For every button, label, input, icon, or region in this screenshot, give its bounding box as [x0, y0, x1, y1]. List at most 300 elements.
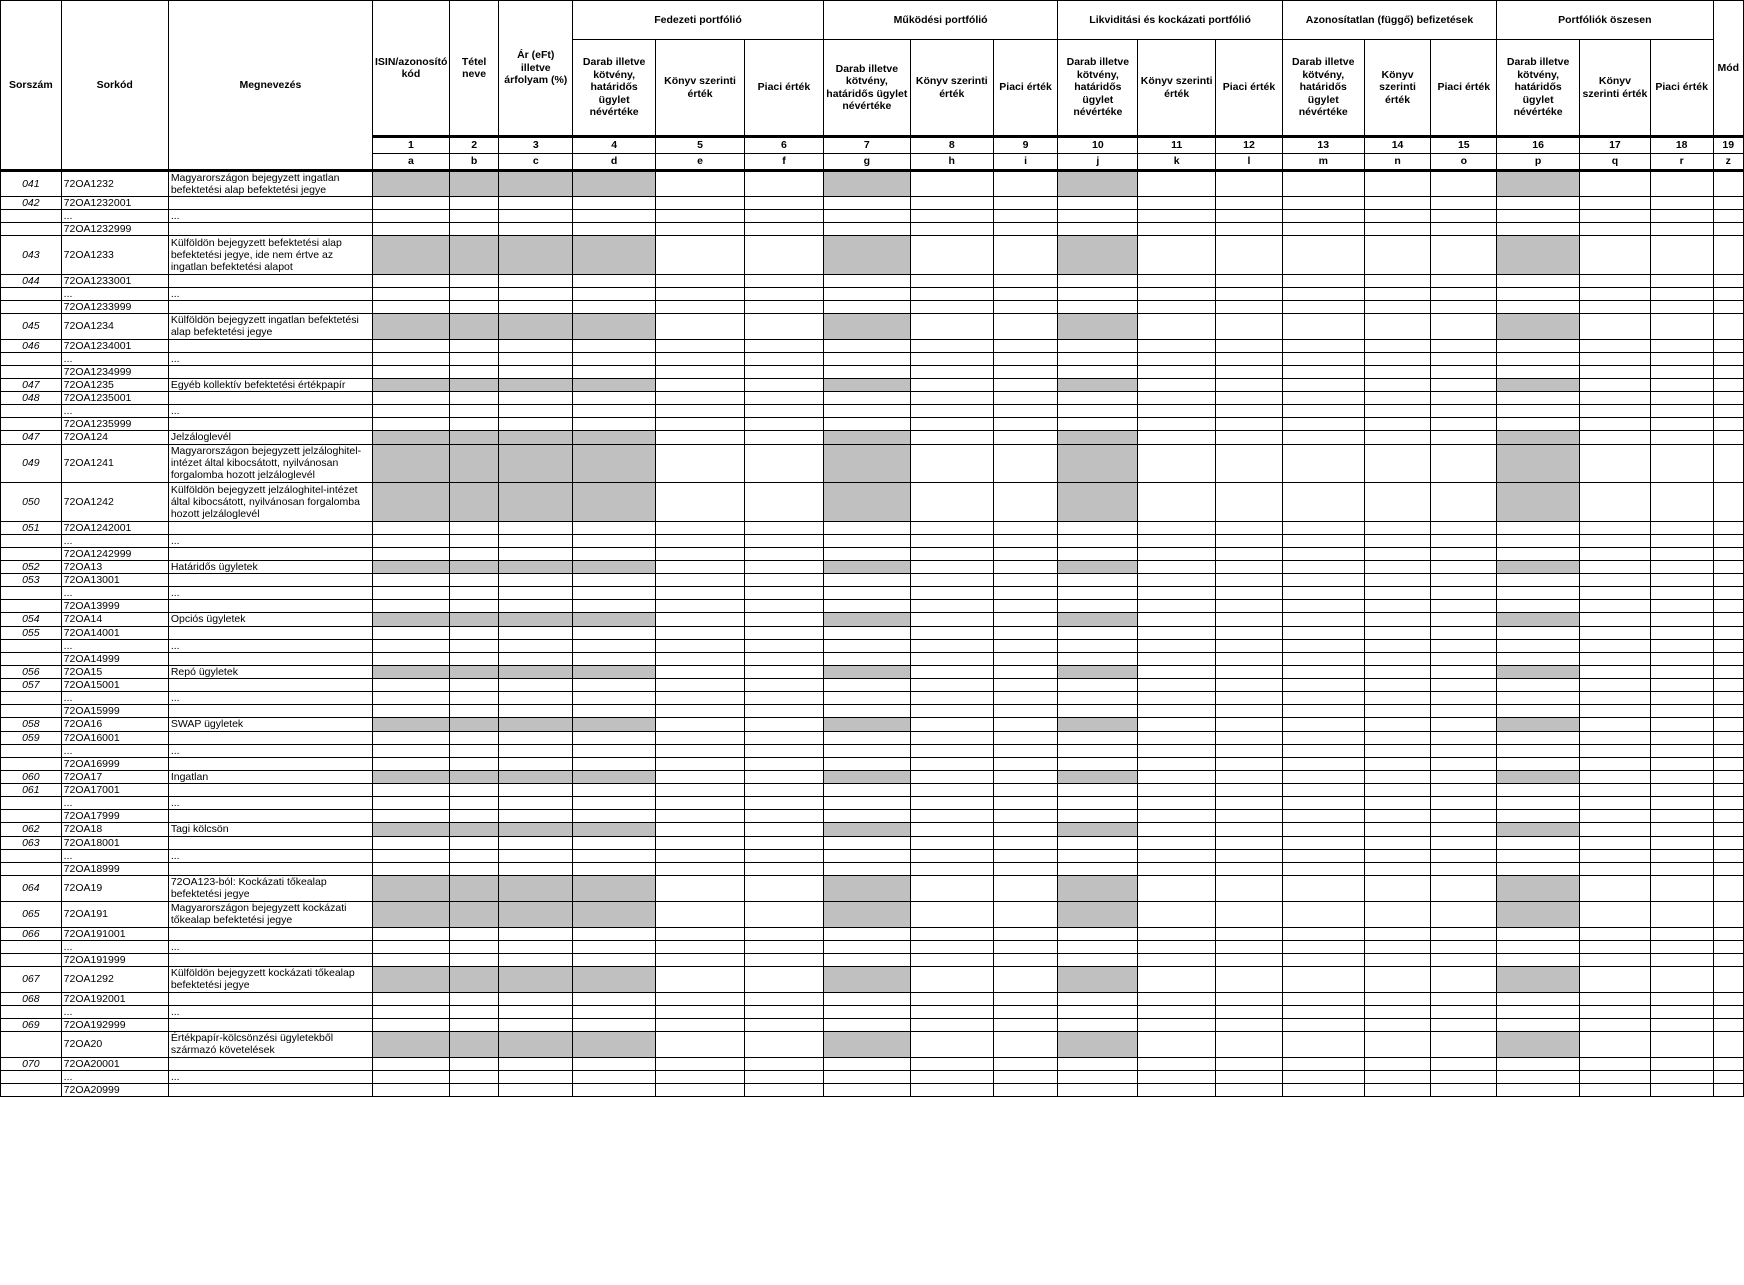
value-cell[interactable]	[1497, 665, 1580, 679]
value-cell[interactable]	[823, 692, 910, 705]
value-cell[interactable]	[656, 953, 745, 966]
value-cell[interactable]	[1650, 339, 1713, 352]
value-cell[interactable]	[1138, 862, 1216, 875]
value-cell[interactable]	[1580, 365, 1651, 378]
value-cell[interactable]	[1497, 744, 1580, 757]
value-cell[interactable]	[823, 1070, 910, 1083]
value-cell[interactable]	[1138, 757, 1216, 770]
value-cell[interactable]	[1497, 639, 1580, 652]
value-cell[interactable]	[1282, 862, 1364, 875]
value-cell[interactable]	[656, 574, 745, 587]
value-cell[interactable]	[823, 300, 910, 313]
value-cell[interactable]	[373, 639, 450, 652]
value-cell[interactable]	[1650, 210, 1713, 223]
value-cell[interactable]	[373, 574, 450, 587]
value-cell[interactable]	[1282, 927, 1364, 940]
value-cell[interactable]	[373, 1018, 450, 1031]
value-cell[interactable]	[1650, 600, 1713, 613]
value-cell[interactable]	[1138, 784, 1216, 797]
value-cell[interactable]	[1282, 901, 1364, 927]
value-cell[interactable]	[1580, 849, 1651, 862]
value-cell[interactable]	[449, 521, 499, 534]
value-cell[interactable]	[823, 652, 910, 665]
value-cell[interactable]	[449, 587, 499, 600]
value-cell[interactable]	[1580, 405, 1651, 418]
value-cell[interactable]	[1497, 692, 1580, 705]
value-cell[interactable]	[656, 1005, 745, 1018]
value-cell[interactable]	[1282, 1070, 1364, 1083]
value-cell[interactable]	[1650, 953, 1713, 966]
value-cell[interactable]	[1650, 418, 1713, 431]
value-cell[interactable]	[910, 287, 993, 300]
value-cell[interactable]	[993, 797, 1058, 810]
value-cell[interactable]	[823, 836, 910, 849]
value-cell[interactable]	[1497, 274, 1580, 287]
value-cell[interactable]	[1497, 823, 1580, 837]
value-cell[interactable]	[1431, 626, 1497, 639]
value-cell[interactable]	[1282, 600, 1364, 613]
value-cell[interactable]	[499, 652, 573, 665]
value-cell[interactable]	[1216, 1057, 1283, 1070]
value-cell[interactable]	[573, 313, 656, 339]
value-cell[interactable]	[745, 1005, 824, 1018]
value-cell[interactable]	[499, 236, 573, 275]
value-cell[interactable]	[823, 365, 910, 378]
value-cell[interactable]	[1580, 810, 1651, 823]
value-cell[interactable]	[499, 547, 573, 560]
value-cell[interactable]	[573, 587, 656, 600]
value-cell[interactable]	[656, 705, 745, 718]
value-cell[interactable]	[1650, 274, 1713, 287]
value-cell[interactable]	[910, 210, 993, 223]
value-cell[interactable]	[573, 679, 656, 692]
value-cell[interactable]	[1216, 836, 1283, 849]
value-cell[interactable]	[1216, 718, 1283, 732]
value-cell[interactable]	[1138, 534, 1216, 547]
value-cell[interactable]	[993, 431, 1058, 445]
value-cell[interactable]	[1138, 836, 1216, 849]
value-cell[interactable]	[823, 352, 910, 365]
value-cell[interactable]	[745, 587, 824, 600]
value-cell[interactable]	[823, 966, 910, 992]
value-cell[interactable]	[1216, 1031, 1283, 1057]
value-cell[interactable]	[1650, 197, 1713, 210]
value-cell[interactable]	[1650, 1018, 1713, 1031]
value-cell[interactable]	[1364, 1018, 1431, 1031]
value-cell[interactable]	[993, 392, 1058, 405]
value-cell[interactable]	[1282, 197, 1364, 210]
value-cell[interactable]	[1138, 901, 1216, 927]
value-cell[interactable]	[656, 365, 745, 378]
value-cell[interactable]	[449, 770, 499, 784]
value-cell[interactable]	[823, 197, 910, 210]
value-cell[interactable]	[823, 587, 910, 600]
value-cell[interactable]	[449, 210, 499, 223]
value-cell[interactable]	[1058, 171, 1138, 197]
value-cell[interactable]	[656, 405, 745, 418]
value-cell[interactable]	[449, 862, 499, 875]
value-cell[interactable]	[1713, 1057, 1744, 1070]
value-cell[interactable]	[1431, 1031, 1497, 1057]
value-cell[interactable]	[1497, 810, 1580, 823]
value-cell[interactable]	[993, 953, 1058, 966]
value-cell[interactable]	[823, 875, 910, 901]
value-cell[interactable]	[573, 966, 656, 992]
value-cell[interactable]	[656, 639, 745, 652]
value-cell[interactable]	[373, 705, 450, 718]
value-cell[interactable]	[745, 210, 824, 223]
value-cell[interactable]	[1216, 300, 1283, 313]
value-cell[interactable]	[656, 1031, 745, 1057]
value-cell[interactable]	[373, 770, 450, 784]
value-cell[interactable]	[1713, 875, 1744, 901]
value-cell[interactable]	[1138, 444, 1216, 483]
value-cell[interactable]	[745, 483, 824, 522]
value-cell[interactable]	[1058, 810, 1138, 823]
value-cell[interactable]	[449, 534, 499, 547]
value-cell[interactable]	[1713, 652, 1744, 665]
value-cell[interactable]	[1431, 940, 1497, 953]
value-cell[interactable]	[745, 1083, 824, 1096]
value-cell[interactable]	[745, 875, 824, 901]
value-cell[interactable]	[449, 1083, 499, 1096]
value-cell[interactable]	[1364, 547, 1431, 560]
value-cell[interactable]	[993, 836, 1058, 849]
value-cell[interactable]	[1580, 797, 1651, 810]
value-cell[interactable]	[1138, 613, 1216, 627]
value-cell[interactable]	[1058, 392, 1138, 405]
value-cell[interactable]	[1058, 665, 1138, 679]
value-cell[interactable]	[1058, 940, 1138, 953]
value-cell[interactable]	[656, 718, 745, 732]
value-cell[interactable]	[573, 718, 656, 732]
value-cell[interactable]	[573, 574, 656, 587]
value-cell[interactable]	[1580, 223, 1651, 236]
value-cell[interactable]	[1216, 626, 1283, 639]
value-cell[interactable]	[1138, 692, 1216, 705]
value-cell[interactable]	[1431, 652, 1497, 665]
value-cell[interactable]	[1364, 744, 1431, 757]
value-cell[interactable]	[1364, 287, 1431, 300]
value-cell[interactable]	[373, 718, 450, 732]
value-cell[interactable]	[1713, 210, 1744, 223]
value-cell[interactable]	[1431, 744, 1497, 757]
value-cell[interactable]	[910, 927, 993, 940]
value-cell[interactable]	[823, 1018, 910, 1031]
value-cell[interactable]	[1580, 521, 1651, 534]
value-cell[interactable]	[373, 966, 450, 992]
value-cell[interactable]	[449, 613, 499, 627]
value-cell[interactable]	[449, 600, 499, 613]
value-cell[interactable]	[1431, 300, 1497, 313]
value-cell[interactable]	[993, 639, 1058, 652]
value-cell[interactable]	[1650, 483, 1713, 522]
value-cell[interactable]	[373, 210, 450, 223]
value-cell[interactable]	[1058, 797, 1138, 810]
value-cell[interactable]	[1216, 692, 1283, 705]
value-cell[interactable]	[910, 875, 993, 901]
value-cell[interactable]	[1650, 223, 1713, 236]
value-cell[interactable]	[373, 1083, 450, 1096]
value-cell[interactable]	[656, 665, 745, 679]
value-cell[interactable]	[993, 600, 1058, 613]
value-cell[interactable]	[573, 287, 656, 300]
value-cell[interactable]	[499, 444, 573, 483]
value-cell[interactable]	[656, 823, 745, 837]
value-cell[interactable]	[993, 300, 1058, 313]
value-cell[interactable]	[993, 705, 1058, 718]
value-cell[interactable]	[1138, 600, 1216, 613]
value-cell[interactable]	[1138, 352, 1216, 365]
value-cell[interactable]	[1431, 534, 1497, 547]
value-cell[interactable]	[449, 171, 499, 197]
value-cell[interactable]	[1282, 731, 1364, 744]
value-cell[interactable]	[373, 731, 450, 744]
value-cell[interactable]	[499, 731, 573, 744]
value-cell[interactable]	[1431, 849, 1497, 862]
value-cell[interactable]	[1216, 1018, 1283, 1031]
value-cell[interactable]	[993, 1083, 1058, 1096]
value-cell[interactable]	[1580, 1031, 1651, 1057]
value-cell[interactable]	[373, 313, 450, 339]
value-cell[interactable]	[1216, 797, 1283, 810]
value-cell[interactable]	[1138, 626, 1216, 639]
value-cell[interactable]	[1058, 1070, 1138, 1083]
value-cell[interactable]	[1364, 692, 1431, 705]
value-cell[interactable]	[1497, 378, 1580, 392]
value-cell[interactable]	[823, 313, 910, 339]
value-cell[interactable]	[745, 784, 824, 797]
value-cell[interactable]	[1580, 665, 1651, 679]
value-cell[interactable]	[656, 757, 745, 770]
value-cell[interactable]	[373, 823, 450, 837]
value-cell[interactable]	[1364, 1083, 1431, 1096]
value-cell[interactable]	[1216, 757, 1283, 770]
value-cell[interactable]	[499, 613, 573, 627]
value-cell[interactable]	[449, 953, 499, 966]
value-cell[interactable]	[1497, 587, 1580, 600]
value-cell[interactable]	[823, 534, 910, 547]
value-cell[interactable]	[499, 1005, 573, 1018]
value-cell[interactable]	[373, 927, 450, 940]
value-cell[interactable]	[1580, 210, 1651, 223]
value-cell[interactable]	[1138, 953, 1216, 966]
value-cell[interactable]	[1058, 953, 1138, 966]
value-cell[interactable]	[449, 560, 499, 574]
value-cell[interactable]	[1431, 274, 1497, 287]
value-cell[interactable]	[449, 757, 499, 770]
value-cell[interactable]	[1431, 1057, 1497, 1070]
value-cell[interactable]	[1282, 797, 1364, 810]
value-cell[interactable]	[1216, 339, 1283, 352]
value-cell[interactable]	[1058, 197, 1138, 210]
value-cell[interactable]	[823, 287, 910, 300]
value-cell[interactable]	[1580, 1083, 1651, 1096]
value-cell[interactable]	[1580, 236, 1651, 275]
value-cell[interactable]	[1058, 210, 1138, 223]
value-cell[interactable]	[1580, 862, 1651, 875]
value-cell[interactable]	[1282, 1083, 1364, 1096]
value-cell[interactable]	[745, 1070, 824, 1083]
value-cell[interactable]	[499, 927, 573, 940]
value-cell[interactable]	[823, 223, 910, 236]
value-cell[interactable]	[1580, 352, 1651, 365]
value-cell[interactable]	[656, 534, 745, 547]
value-cell[interactable]	[373, 692, 450, 705]
value-cell[interactable]	[449, 287, 499, 300]
value-cell[interactable]	[449, 901, 499, 927]
value-cell[interactable]	[449, 547, 499, 560]
value-cell[interactable]	[1138, 927, 1216, 940]
value-cell[interactable]	[373, 613, 450, 627]
value-cell[interactable]	[573, 810, 656, 823]
value-cell[interactable]	[449, 483, 499, 522]
value-cell[interactable]	[1364, 862, 1431, 875]
value-cell[interactable]	[745, 862, 824, 875]
value-cell[interactable]	[1138, 574, 1216, 587]
value-cell[interactable]	[1058, 875, 1138, 901]
value-cell[interactable]	[993, 875, 1058, 901]
value-cell[interactable]	[1282, 574, 1364, 587]
value-cell[interactable]	[573, 639, 656, 652]
value-cell[interactable]	[1058, 444, 1138, 483]
value-cell[interactable]	[1138, 378, 1216, 392]
value-cell[interactable]	[1058, 639, 1138, 652]
value-cell[interactable]	[1650, 405, 1713, 418]
value-cell[interactable]	[910, 223, 993, 236]
value-cell[interactable]	[1216, 197, 1283, 210]
value-cell[interactable]	[573, 210, 656, 223]
value-cell[interactable]	[993, 274, 1058, 287]
value-cell[interactable]	[1580, 940, 1651, 953]
value-cell[interactable]	[1216, 560, 1283, 574]
value-cell[interactable]	[1138, 940, 1216, 953]
value-cell[interactable]	[656, 313, 745, 339]
value-cell[interactable]	[1431, 236, 1497, 275]
value-cell[interactable]	[1650, 652, 1713, 665]
value-cell[interactable]	[1364, 626, 1431, 639]
value-cell[interactable]	[1058, 836, 1138, 849]
value-cell[interactable]	[499, 692, 573, 705]
value-cell[interactable]	[373, 560, 450, 574]
value-cell[interactable]	[656, 626, 745, 639]
value-cell[interactable]	[1580, 823, 1651, 837]
value-cell[interactable]	[823, 1005, 910, 1018]
value-cell[interactable]	[373, 483, 450, 522]
value-cell[interactable]	[1431, 757, 1497, 770]
value-cell[interactable]	[1713, 731, 1744, 744]
value-cell[interactable]	[1058, 927, 1138, 940]
value-cell[interactable]	[1497, 862, 1580, 875]
value-cell[interactable]	[373, 665, 450, 679]
value-cell[interactable]	[823, 444, 910, 483]
value-cell[interactable]	[449, 927, 499, 940]
value-cell[interactable]	[656, 901, 745, 927]
value-cell[interactable]	[1216, 823, 1283, 837]
value-cell[interactable]	[1431, 953, 1497, 966]
value-cell[interactable]	[1364, 784, 1431, 797]
value-cell[interactable]	[823, 392, 910, 405]
value-cell[interactable]	[373, 849, 450, 862]
value-cell[interactable]	[573, 626, 656, 639]
value-cell[interactable]	[373, 836, 450, 849]
value-cell[interactable]	[1058, 992, 1138, 1005]
value-cell[interactable]	[1497, 560, 1580, 574]
value-cell[interactable]	[993, 1057, 1058, 1070]
value-cell[interactable]	[656, 236, 745, 275]
value-cell[interactable]	[1431, 692, 1497, 705]
value-cell[interactable]	[1138, 171, 1216, 197]
value-cell[interactable]	[910, 705, 993, 718]
value-cell[interactable]	[499, 418, 573, 431]
value-cell[interactable]	[910, 405, 993, 418]
value-cell[interactable]	[656, 392, 745, 405]
value-cell[interactable]	[573, 1005, 656, 1018]
value-cell[interactable]	[1282, 560, 1364, 574]
value-cell[interactable]	[1138, 731, 1216, 744]
value-cell[interactable]	[1216, 600, 1283, 613]
value-cell[interactable]	[745, 1018, 824, 1031]
value-cell[interactable]	[1580, 274, 1651, 287]
value-cell[interactable]	[1216, 639, 1283, 652]
value-cell[interactable]	[449, 1057, 499, 1070]
value-cell[interactable]	[1580, 483, 1651, 522]
value-cell[interactable]	[1497, 483, 1580, 522]
value-cell[interactable]	[1650, 784, 1713, 797]
value-cell[interactable]	[1138, 223, 1216, 236]
value-cell[interactable]	[449, 574, 499, 587]
value-cell[interactable]	[1713, 770, 1744, 784]
value-cell[interactable]	[499, 744, 573, 757]
value-cell[interactable]	[993, 534, 1058, 547]
value-cell[interactable]	[910, 418, 993, 431]
value-cell[interactable]	[449, 665, 499, 679]
value-cell[interactable]	[823, 171, 910, 197]
value-cell[interactable]	[823, 849, 910, 862]
value-cell[interactable]	[993, 692, 1058, 705]
value-cell[interactable]	[573, 236, 656, 275]
value-cell[interactable]	[745, 810, 824, 823]
value-cell[interactable]	[373, 901, 450, 927]
value-cell[interactable]	[449, 365, 499, 378]
value-cell[interactable]	[1216, 731, 1283, 744]
value-cell[interactable]	[910, 365, 993, 378]
value-cell[interactable]	[373, 797, 450, 810]
value-cell[interactable]	[1282, 365, 1364, 378]
value-cell[interactable]	[1138, 665, 1216, 679]
value-cell[interactable]	[1282, 966, 1364, 992]
value-cell[interactable]	[1216, 521, 1283, 534]
value-cell[interactable]	[1216, 210, 1283, 223]
value-cell[interactable]	[1282, 431, 1364, 445]
value-cell[interactable]	[745, 392, 824, 405]
value-cell[interactable]	[573, 1018, 656, 1031]
value-cell[interactable]	[1431, 784, 1497, 797]
value-cell[interactable]	[993, 992, 1058, 1005]
value-cell[interactable]	[449, 274, 499, 287]
value-cell[interactable]	[910, 613, 993, 627]
value-cell[interactable]	[656, 770, 745, 784]
value-cell[interactable]	[373, 1005, 450, 1018]
value-cell[interactable]	[1058, 731, 1138, 744]
value-cell[interactable]	[1058, 744, 1138, 757]
value-cell[interactable]	[993, 560, 1058, 574]
value-cell[interactable]	[573, 665, 656, 679]
value-cell[interactable]	[745, 823, 824, 837]
value-cell[interactable]	[1431, 836, 1497, 849]
value-cell[interactable]	[1364, 171, 1431, 197]
value-cell[interactable]	[1580, 626, 1651, 639]
